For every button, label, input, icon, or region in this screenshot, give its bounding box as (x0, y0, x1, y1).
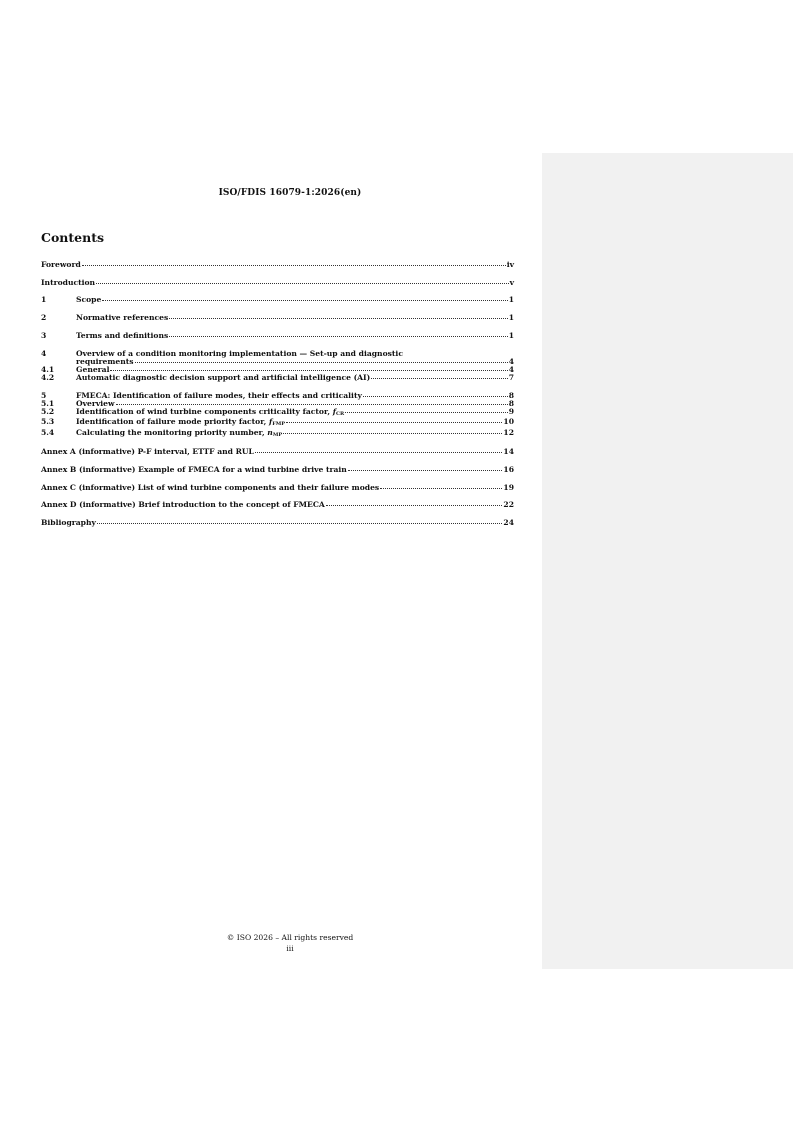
contents-title: Contents (41, 230, 105, 245)
toc-leader (82, 265, 506, 266)
symbol: n (267, 427, 273, 437)
toc-label: Automatic diagnostic decision support and artificial intelligence (AI) (76, 373, 371, 383)
toc-page: 10 (503, 417, 514, 427)
toc-label: Normative references (76, 313, 169, 323)
toc-leader (286, 422, 502, 423)
toc-label: Annex A (informative) P-F interval, ETTF and RUL (41, 447, 254, 457)
toc-entry-foreword[interactable] (41, 261, 514, 269)
toc-number: 3 (41, 330, 47, 340)
toc-leader (110, 370, 507, 371)
toc-leader (380, 488, 502, 489)
comment-pane (542, 153, 793, 969)
toc-leader (135, 362, 508, 363)
toc-label: Bibliography (41, 518, 96, 528)
toc-label: Annex C (informative) List of wind turbine components and their failure modes (41, 482, 380, 492)
toc-label: General (76, 364, 110, 374)
toc-page: iv (506, 260, 514, 269)
toc-entry-terms-definitions[interactable] (41, 332, 514, 340)
subscript: CR (335, 411, 345, 418)
toc-number: 4 (41, 348, 47, 358)
table-of-contents (41, 261, 514, 527)
symbol: f (332, 407, 336, 417)
toc-page: 14 (503, 447, 514, 457)
toc-page: 8 (508, 399, 514, 409)
toc-label-continuation: requirements (76, 356, 134, 366)
toc-number: 5.2 (41, 407, 55, 417)
toc-leader (97, 523, 503, 524)
toc-label: FMECA: Identification of failure modes, their effects and criticality (76, 390, 362, 400)
subscript: MP (272, 431, 283, 438)
toc-entry-normative-references[interactable] (41, 314, 514, 322)
toc-page: v (509, 277, 514, 287)
toc-page: 4 (508, 356, 514, 366)
toc-page: 12 (503, 427, 514, 437)
toc-label: Annex D (informative) Brief introduction to the concept of FMECA (41, 500, 325, 510)
toc-leader (363, 396, 508, 397)
toc-leader (169, 318, 507, 319)
toc-leader (345, 412, 508, 413)
toc-number: 4.2 (41, 373, 55, 383)
toc-entry-annex-b[interactable] (41, 466, 514, 474)
toc-label: Identification of failure mode priority factor, $f_{FMP}$ (76, 417, 286, 428)
toc-entry-bibliography[interactable] (41, 519, 514, 527)
toc-label: Introduction (41, 277, 96, 287)
toc-entry-monitoring-priority[interactable] (41, 429, 514, 439)
toc-number: 1 (41, 295, 47, 305)
toc-page: 1 (508, 313, 514, 323)
toc-leader (102, 300, 507, 301)
toc-page: 24 (503, 518, 514, 528)
toc-entry-overview-implementation[interactable] (41, 350, 514, 366)
toc-entry-introduction[interactable] (41, 279, 514, 287)
page-number: iii (286, 944, 294, 953)
toc-number: 5 (41, 390, 47, 400)
toc-entry-annex-d[interactable] (41, 501, 514, 509)
toc-page: 9 (508, 407, 514, 417)
toc-label: Overview (76, 399, 115, 409)
toc-label: Annex B (informative) Example of FMECA for a wind turbine drive train (41, 465, 347, 475)
toc-page: 8 (508, 390, 514, 400)
toc-leader (169, 336, 507, 337)
toc-page: 16 (503, 465, 514, 475)
toc-label: Terms and definitions (76, 330, 169, 340)
subscript: FMP (272, 421, 286, 428)
toc-page: 22 (503, 500, 514, 510)
toc-number: 5.3 (41, 417, 55, 427)
toc-entry-annex-c[interactable] (41, 484, 514, 492)
toc-entry-annex-a[interactable] (41, 448, 514, 456)
toc-page: 1 (508, 295, 514, 305)
toc-leader (96, 283, 508, 284)
toc-page: 7 (508, 373, 514, 383)
toc-entry-scope[interactable] (41, 296, 514, 304)
toc-label: Foreword (41, 260, 81, 269)
toc-number: 2 (41, 313, 47, 323)
toc-leader (371, 378, 508, 379)
document-header: ISO/FDIS 16079-1:2026(en) (218, 188, 362, 198)
copyright-notice: © ISO 2026 – All rights reserved (226, 933, 354, 942)
toc-page: 4 (508, 364, 514, 374)
toc-label: Calculating the monitoring priority number, $n_{MP}$ (76, 427, 283, 438)
symbol: f (268, 417, 273, 427)
toc-leader (255, 452, 503, 453)
toc-label: Identification of wind turbine components criticality factor, $f_{CR}$ (76, 407, 345, 418)
toc-number: 4.1 (41, 364, 55, 374)
toc-label: Scope (76, 295, 102, 305)
toc-page: 1 (508, 330, 514, 340)
toc-label: Overview of a condition monitoring implementation — Set-up and diagnostic (76, 348, 403, 358)
toc-number: 5.1 (41, 399, 55, 409)
toc-entry-automatic-diagnostic[interactable] (41, 374, 514, 382)
toc-leader (326, 505, 503, 506)
toc-number: 5.4 (41, 427, 55, 437)
toc-page: 19 (503, 482, 514, 492)
toc-leader (283, 433, 502, 434)
toc-leader (348, 470, 503, 471)
toc-leader (116, 404, 508, 405)
